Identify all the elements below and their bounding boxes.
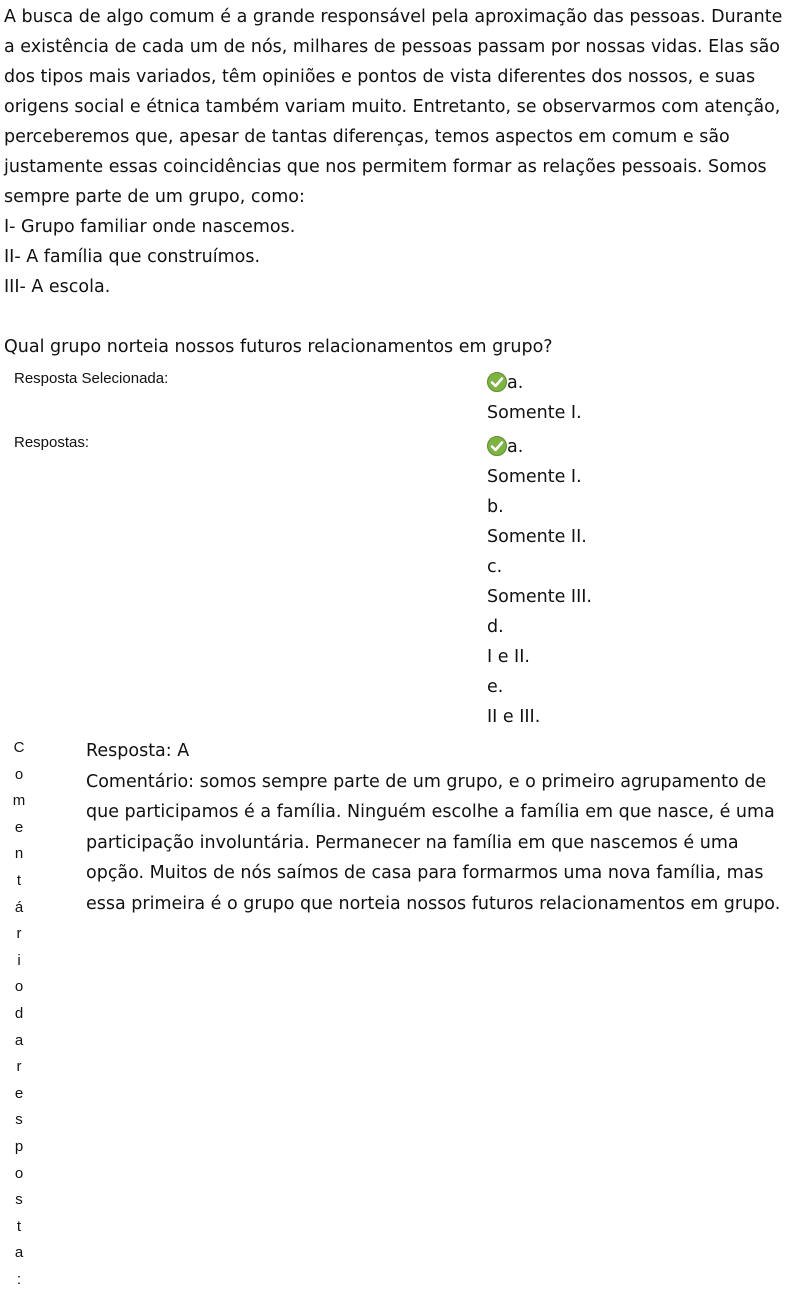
answer-text: II e III. (487, 707, 541, 727)
comment-block (86, 736, 786, 919)
answers-list (487, 432, 592, 732)
question-item-2: II- A família que construímos. (4, 247, 261, 267)
question-text (4, 2, 788, 362)
question-paragraph: A busca de algo comum é a grande responsável pela aproximação das pessoas. Durante a existência de cada um de nós, milhares de pessoas passam por nossas vidas. Elas são dos tipos mais variados, têm opiniões e pontos de vista diferentes dos nossos, e suas origens social e étnica também variam muito. Entretanto, se observarmos com atenção, perceberemos que, apesar de tantas diferenças, temos aspectos em comum e são justamente essas coincidências que nos permitem formar as relações pessoais. Somos sempre parte de um grupo, como: (4, 7, 783, 207)
answer-text: Somente II. (487, 527, 587, 547)
question-item-3: III- A escola. (4, 277, 111, 297)
answer-text: Somente III. (487, 587, 592, 607)
selected-answer-letter: a. (507, 373, 524, 393)
answers-label: Respostas: (14, 434, 90, 451)
selected-answer-text: Somente I. (487, 403, 582, 423)
question-prompt: Qual grupo norteia nossos futuros relacionamentos em grupo? (4, 337, 553, 357)
check-circle-icon (487, 436, 507, 456)
answer-text: I e II. (487, 647, 530, 667)
comment-answer: Resposta: A (86, 741, 190, 761)
comment-text: Comentário: somos sempre parte de um grupo, e o primeiro agrupamento de que participamos é a família. Ninguém escolhe a família em que nasce, é uma participação involuntária. Permanecer na família em que nascemos é uma opção. Muitos de nós saímos de casa para formarmos uma nova família, mas essa primeira é o grupo que norteia nossos futuros relacionamentos em grupo. (86, 771, 781, 914)
answer-letter: b. (487, 497, 504, 517)
answer-text: Somente I. (487, 467, 582, 487)
check-circle-icon (487, 372, 507, 392)
answer-letter: e. (487, 677, 504, 697)
selected-answer (487, 368, 582, 428)
question-item-1: I- Grupo familiar onde nascemos. (4, 217, 296, 237)
answer-letter: c. (487, 557, 503, 577)
answer-option-a (487, 432, 592, 462)
answer-letter: a. (507, 437, 524, 457)
selected-answer-label: Resposta Selecionada: (14, 370, 169, 387)
answer-letter: d. (487, 617, 504, 637)
comment-label: C o m e n t á r i o d a r e s p o s t a : (12, 739, 26, 1288)
